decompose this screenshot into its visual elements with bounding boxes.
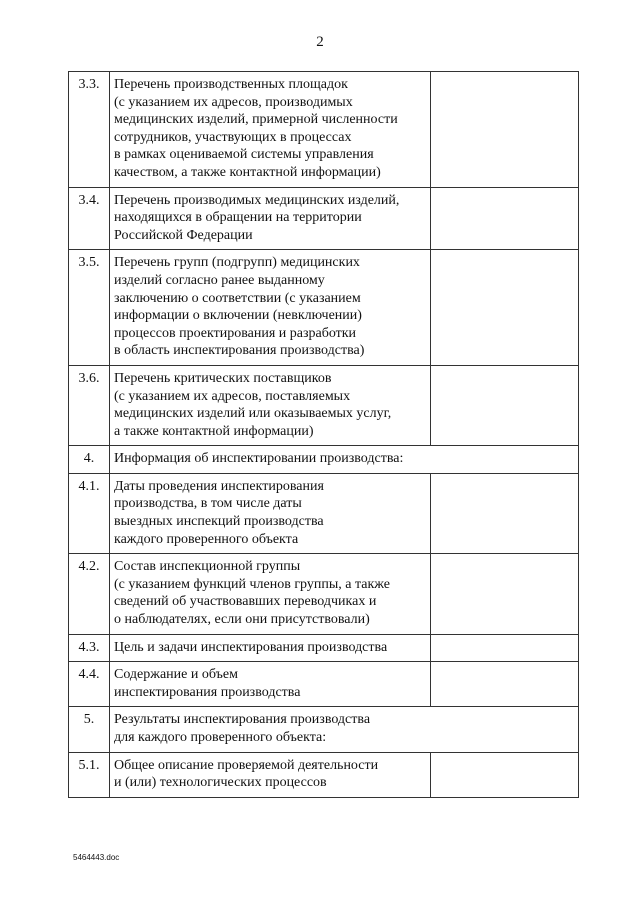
row-number: 4.: [69, 446, 110, 474]
row-description: Даты проведения инспектирования производства, в том числе даты выездных инспекций производства каждого проверенного объекта: [110, 473, 431, 553]
row-number: 5.: [69, 707, 110, 752]
row-value-cell: [431, 250, 579, 366]
row-number: 4.3.: [69, 634, 110, 662]
row-number: 5.1.: [69, 752, 110, 797]
section-title: Результаты инспектирования производства для каждого проверенного объекта:: [110, 707, 579, 752]
page-number: 2: [316, 34, 324, 50]
row-number: 3.5.: [69, 250, 110, 366]
section-header-row: [69, 707, 579, 752]
document-filename: 5464443.doc: [73, 853, 120, 862]
requirements-table: [68, 71, 579, 798]
row-description: Цель и задачи инспектирования производства: [110, 634, 431, 662]
table-row: [69, 473, 579, 553]
table-row: [69, 187, 579, 250]
table-row: [69, 72, 579, 188]
row-value-cell: [431, 187, 579, 250]
row-value-cell: [431, 634, 579, 662]
row-description: Перечень критических поставщиков (с указанием их адресов, поставляемых медицинских изделий или оказываемых услуг, а также контактной информации): [110, 365, 431, 445]
table-row: [69, 554, 579, 634]
row-description: Перечень групп (подгрупп) медицинских изделий согласно ранее выданному заключению о соответствии (с указанием информации о включении (невключении) процессов проектирования и разработки в область инспектирования производства): [110, 250, 431, 366]
row-description: Перечень производственных площадок (с указанием их адресов, производимых медицинских изделий, примерной численности сотрудников, участвующих в процессах в рамках оцениваемой системы управления качеством, а также контактной информации): [110, 72, 431, 188]
row-number: 3.4.: [69, 187, 110, 250]
row-value-cell: [431, 662, 579, 707]
row-number: 4.2.: [69, 554, 110, 634]
row-value-cell: [431, 473, 579, 553]
row-number: 3.3.: [69, 72, 110, 188]
section-header-row: [69, 446, 579, 474]
table-row: [69, 365, 579, 445]
table-row: [69, 250, 579, 366]
row-description: Перечень производимых медицинских изделий, находящихся в обращении на территории Российской Федерации: [110, 187, 431, 250]
row-value-cell: [431, 365, 579, 445]
table-row: [69, 752, 579, 797]
row-value-cell: [431, 752, 579, 797]
row-value-cell: [431, 72, 579, 188]
row-description: Состав инспекционной группы (с указанием функций членов группы, а также сведений об участвовавших переводчиках и о наблюдателях, если они присутствовали): [110, 554, 431, 634]
section-title: Информация об инспектировании производства:: [110, 446, 579, 474]
row-description: Содержание и объем инспектирования производства: [110, 662, 431, 707]
row-number: 3.6.: [69, 365, 110, 445]
row-description: Общее описание проверяемой деятельности и (или) технологических процессов: [110, 752, 431, 797]
table-row: [69, 634, 579, 662]
row-number: 4.4.: [69, 662, 110, 707]
table-row: [69, 662, 579, 707]
row-number: 4.1.: [69, 473, 110, 553]
row-value-cell: [431, 554, 579, 634]
